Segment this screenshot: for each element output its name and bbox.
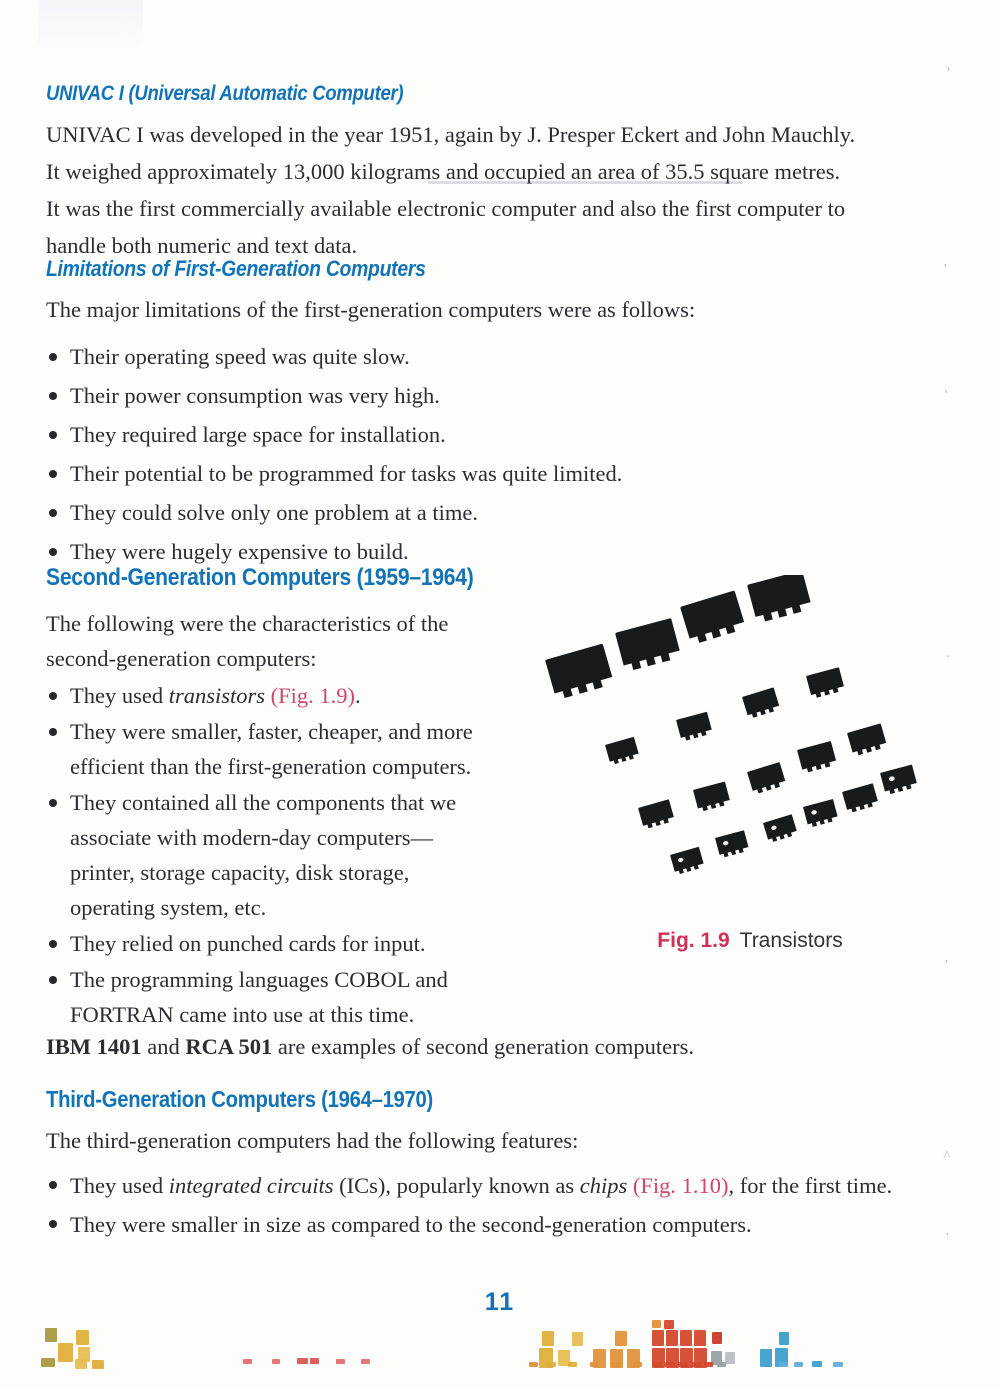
- mosaic-square: [760, 1349, 772, 1367]
- list-item-text: They were hugely expensive to build.: [70, 539, 409, 564]
- list-item-text: They could solve only one problem at a time.: [70, 500, 479, 525]
- mosaic-square: [272, 1359, 280, 1364]
- transistor-shape: [545, 643, 614, 700]
- mosaic-square: [704, 1362, 713, 1367]
- limitations-intro: The major limitations of the first-generation computers were as follows:: [46, 297, 696, 322]
- transistor-shape: [715, 830, 749, 858]
- list-item: [46, 1167, 964, 1204]
- list-item: [46, 339, 964, 375]
- list-item: [46, 456, 964, 492]
- bullet-icon: [49, 509, 57, 517]
- transistors-image: [535, 575, 965, 895]
- bullet-icon: [49, 692, 57, 700]
- mosaic-square: [725, 1352, 735, 1364]
- mosaic-square: [652, 1362, 662, 1367]
- list-item: [46, 417, 964, 453]
- scan-speck: ’: [944, 958, 949, 973]
- scan-speck: ·: [946, 650, 951, 665]
- scan-smudge: [38, 0, 143, 48]
- second-generation-list: [46, 678, 526, 1032]
- mosaic-square: [615, 1331, 627, 1346]
- mosaic-square: [664, 1320, 674, 1329]
- mosaic-square: [680, 1330, 692, 1346]
- mosaic-square: [58, 1343, 73, 1362]
- list-item: [46, 785, 526, 925]
- transistor-shape: [747, 762, 786, 795]
- transistor-shape: [880, 764, 918, 795]
- mosaic-square: [694, 1330, 706, 1346]
- section-limitations: [46, 256, 964, 573]
- mosaic-square: [633, 1362, 642, 1367]
- bullet-icon: [49, 353, 57, 361]
- mosaic-square: [666, 1330, 678, 1346]
- second-generation-intro: The following were the characteristics of the second-generation computers:: [46, 611, 449, 671]
- bullet-icon: [49, 1220, 57, 1228]
- heading-univac: [46, 82, 964, 106]
- mosaic-square: [712, 1332, 722, 1344]
- scan-speck: ·: [945, 1228, 950, 1243]
- mosaic-square: [611, 1362, 620, 1367]
- section-univac: [46, 82, 964, 264]
- scan-speck: ˄: [943, 1148, 951, 1163]
- mosaic-square: [779, 1362, 788, 1367]
- list-item: [46, 678, 526, 713]
- bullet-icon: [49, 728, 57, 736]
- list-item-text: They required large space for installation.: [70, 422, 446, 447]
- list-item: [46, 926, 526, 961]
- heading-third-generation-text: Third-Generation Computers (1964–1970): [46, 1086, 434, 1112]
- heading-third-generation: [46, 1086, 964, 1113]
- list-item-text: They were smaller, faster, cheaper, and more efficient than the first-generation computers.: [70, 719, 473, 779]
- bullet-icon: [49, 940, 57, 948]
- bullet-icon: [49, 799, 57, 807]
- mosaic-square: [794, 1362, 803, 1367]
- heading-second-generation: [46, 564, 526, 592]
- limitations-list: [46, 339, 964, 570]
- bullet-icon: [49, 976, 57, 984]
- transistor-shape: [693, 781, 731, 812]
- mosaic-square: [542, 1331, 554, 1346]
- list-item-text: Their potential to be programmed for tasks was quite limited.: [70, 461, 623, 486]
- section-third-generation: [46, 1086, 964, 1245]
- mosaic-square: [812, 1361, 822, 1367]
- transistor-shape: [797, 741, 837, 774]
- figure-caption-text: Transistors: [739, 929, 843, 952]
- transistor-shape: [615, 618, 682, 672]
- mosaic-square: [336, 1359, 345, 1364]
- list-item-text: They relied on punched cards for input.: [70, 931, 426, 956]
- scan-speck: ’: [946, 66, 951, 81]
- list-item-text: The programming languages COBOL and FORTRAN came into use at this time.: [70, 967, 448, 1027]
- heading-limitations-text: Limitations of First-Generation Computers: [46, 256, 426, 281]
- mosaic-square: [529, 1362, 538, 1367]
- list-item-text: Their power consumption was very high.: [70, 383, 440, 408]
- transistor-shape: [676, 712, 713, 742]
- figure-caption: [535, 929, 965, 953]
- mosaic-square: [310, 1358, 319, 1364]
- heading-second-generation-text: Second-Generation Computers (1959–1964): [46, 564, 474, 591]
- mosaic-square: [678, 1362, 688, 1367]
- mosaic-square: [717, 1362, 726, 1367]
- mosaic-square: [572, 1332, 583, 1346]
- page-number: 11: [484, 1288, 516, 1316]
- list-item-text: They were smaller in size as compared to the second-generation computers.: [70, 1212, 752, 1237]
- mosaic-square: [691, 1362, 701, 1367]
- mosaic-square: [652, 1320, 661, 1328]
- bullet-icon: [49, 392, 57, 400]
- section-second-generation: [46, 564, 526, 1033]
- list-item: [46, 714, 526, 784]
- mosaic-square: [779, 1332, 789, 1345]
- list-item-text: They contained all the components that we associate with modern-day computers— printer, storage capacity, disk storage, operating system, etc.: [70, 790, 457, 920]
- list-item: [46, 1206, 964, 1243]
- transistor-shape: [842, 783, 879, 813]
- transistor-shape: [742, 687, 780, 719]
- list-item: [46, 378, 964, 414]
- bullet-icon: [49, 431, 57, 439]
- mosaic-square: [590, 1362, 600, 1367]
- third-generation-list: [46, 1167, 964, 1243]
- transistor-shape: [803, 799, 839, 828]
- transistor-shape: [670, 847, 705, 875]
- transistor-shape: [605, 737, 640, 765]
- paragraph-univac: UNIVAC I was developed in the year 1951, again by J. Presper Eckert and John Mauchly. It weighed approximately 13,000 kilograms and occupied an area of 35.5 square metres. It was the first commercially available electronic computer and also the first computer to handle both numeric and text data.: [46, 122, 856, 258]
- list-item-text: Their operating speed was quite slow.: [70, 344, 410, 369]
- transistor-shape: [638, 799, 675, 829]
- list-item: [46, 495, 964, 531]
- mosaic-square: [92, 1360, 104, 1369]
- examples-line: IBM 1401 and RCA 501 are examples of second generation computers.: [46, 1034, 694, 1059]
- mosaic-square: [41, 1358, 55, 1367]
- third-generation-intro: The third-generation computers had the following features:: [46, 1128, 579, 1153]
- figure-transistors: [535, 575, 965, 953]
- mosaic-square: [547, 1362, 556, 1367]
- bullet-icon: [49, 548, 57, 556]
- transistor-shape: [680, 590, 746, 645]
- scan-speck: ʽ: [944, 388, 949, 403]
- bullet-icon: [49, 470, 57, 478]
- scan-speck: ’: [943, 262, 948, 277]
- heading-limitations: [46, 256, 964, 282]
- transistor-shape: [747, 575, 812, 624]
- list-item: [46, 962, 526, 1032]
- mosaic-square: [243, 1359, 252, 1364]
- mosaic-square: [297, 1358, 308, 1364]
- mosaic-square: [568, 1362, 577, 1367]
- bullet-icon: [49, 1181, 57, 1189]
- heading-univac-text: UNIVAC I (Universal Automatic Computer): [46, 82, 404, 105]
- list-item-text: They used transistors (Fig. 1.9).: [70, 683, 361, 708]
- mosaic-square: [75, 1359, 87, 1369]
- mosaic-square: [833, 1362, 843, 1367]
- list-item-text: They used integrated circuits (ICs), popularly known as chips (Fig. 1.10), for the first time.: [70, 1173, 893, 1198]
- transistor-shape: [806, 667, 845, 699]
- mosaic-square: [45, 1328, 57, 1342]
- mosaic-square: [652, 1330, 664, 1346]
- mosaic-square: [665, 1362, 675, 1367]
- transistor-shape: [847, 723, 887, 756]
- figure-label: Fig. 1.9: [657, 929, 730, 952]
- transistor-shape: [763, 814, 798, 843]
- mosaic-square: [361, 1359, 370, 1364]
- mosaic-square: [76, 1330, 89, 1345]
